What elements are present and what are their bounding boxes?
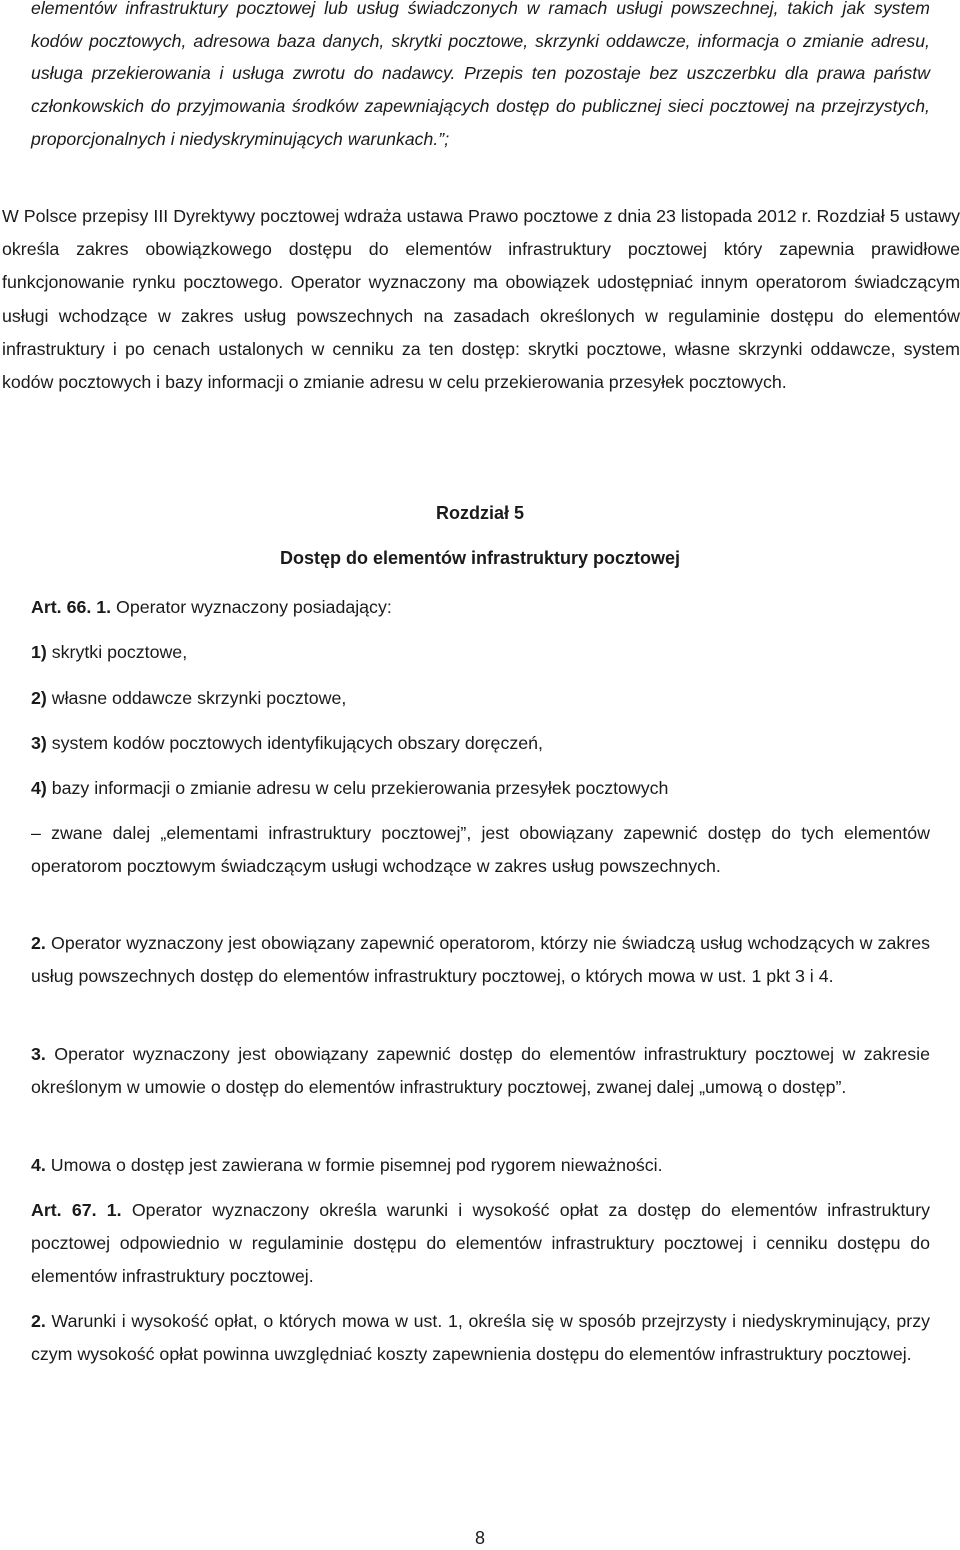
- art66-item-4: [31, 772, 930, 805]
- chapter-number-text: Rozdział 5: [435, 503, 524, 523]
- chapter-title: Dostęp do elementów infrastruktury pocztowej: [279, 548, 681, 568]
- art66-p4-number: 4.: [31, 1155, 46, 1175]
- art66-item-1: [31, 636, 930, 669]
- art66-tail-paragraph: – zwane dalej „elementami infrastruktury pocztowej”, jest obowiązany zapewnić dostęp do tych elementów operatorom pocztowym świadczącym usługi wchodzące w zakres usług powszechnych.: [31, 823, 930, 877]
- page-number: 8: [474, 1528, 485, 1548]
- art66-item-3-text: system kodów pocztowych identyfikujących obszary doręczeń,: [51, 733, 543, 753]
- art66-p1-number: 1.: [96, 597, 112, 617]
- art66-paragraph-4: [31, 1149, 930, 1182]
- art66-paragraph-3: [31, 1038, 930, 1104]
- art67-paragraph-1: [31, 1194, 930, 1294]
- art67-p1-number: 1.: [106, 1200, 122, 1220]
- art66-p1-text: Operator wyznaczony posiadający:: [116, 597, 392, 617]
- art66-item-3-number: 3): [31, 733, 47, 753]
- art66-item-1-text: skrytki pocztowe,: [51, 642, 188, 662]
- art66-item-2-text: własne oddawcze skrzynki pocztowe,: [51, 688, 347, 708]
- art66-item-4-text: bazy informacji o zmianie adresu w celu przekierowania przesyłek pocztowych: [51, 778, 669, 798]
- art66-item-2-number: 2): [31, 688, 47, 708]
- art66-item-1-number: 1): [31, 642, 47, 662]
- art66-paragraph-2: [31, 927, 930, 993]
- art66-heading-line: [31, 591, 930, 624]
- art67-p2-number: 2.: [31, 1311, 46, 1331]
- art66-label: Art. 66.: [31, 597, 92, 617]
- art66-p4-text: Umowa o dostęp jest zawierana w formie pisemnej pod rygorem nieważności.: [50, 1155, 663, 1175]
- art66-p3-number: 3.: [31, 1044, 46, 1064]
- art66-item-3: [31, 727, 930, 760]
- chapter-number: [240, 503, 720, 524]
- art66-p2-text: Operator wyznaczony jest obowiązany zapewnić operatorom, którzy nie świadczą usług wchodzących w zakres usług powszechnych dostęp do elementów infrastruktury pocztowej, o których mowa w ust. 1 pkt 3 i 4.: [31, 933, 930, 987]
- directive-quote-paragraph: elementów infrastruktury pocztowej lub usług świadczonych w ramach usługi powszechnej, takich jak system kodów pocztowych, adresowa baza danych, skrytki pocztowe, skrzynki oddawcze, informacja o zmianie adresu, usługa przekierowania i usługa zwrotu do nadawcy. Przepis ten pozostaje bez uszczerbku dla prawa państw członkowskich do przyjmowania środków zapewniających dostęp do publicznej sieci pocztowej na przejrzystych, proporcjonalnych i niedyskryminujących warunkach.”;: [31, 0, 930, 149]
- art66-p3-text: Operator wyznaczony jest obowiązany zapewnić dostęp do elementów infrastruktury pocztowej w zakresie określonym w umowie o dostęp do elementów infrastruktury pocztowej, zwanej dalej „umową o dostęp”.: [31, 1044, 930, 1098]
- art66-item-2: [31, 682, 930, 715]
- intro-paragraph: W Polsce przepisy III Dyrektywy pocztowej wdraża ustawa Prawo pocztowe z dnia 23 listopada 2012 r. Rozdział 5 ustawy określa zakres obowiązkowego dostępu do elementów infrastruktury pocztowej który zapewnia prawidłowe funkcjonowanie rynku pocztowego. Operator wyznaczony ma obowiązek udostępniać innym operatorom świadczącym usługi wchodzące w zakres usług powszechnych na zasadach określonych w regulaminie dostępu do elementów infrastruktury i po cenach ustalonych w cenniku za ten dostęp: skrytki pocztowe, własne skrzynki oddawcze, system kodów pocztowych i bazy informacji o zmianie adresu w celu przekierowania przesyłek pocztowych.: [2, 206, 960, 393]
- art67-p2-text: Warunki i wysokość opłat, o których mowa w ust. 1, określa się w sposób przejrzysty i niedyskryminujący, przy czym wysokość opłat powinna uwzględniać koszty zapewnienia dostępu do elementów infrastruktury pocztowej.: [31, 1311, 930, 1365]
- art67-paragraph-2: [31, 1305, 930, 1371]
- art67-p1-text: Operator wyznaczony określa warunki i wysokość opłat za dostęp do elementów infrastruktury pocztowej odpowiednio w regulaminie dostępu do elementów infrastruktury pocztowej i cenniku dostępu do elementów infrastruktury pocztowej.: [31, 1200, 931, 1287]
- art66-item-4-number: 4): [31, 778, 47, 798]
- art67-label: Art. 67.: [31, 1200, 97, 1220]
- art66-p2-number: 2.: [31, 933, 46, 953]
